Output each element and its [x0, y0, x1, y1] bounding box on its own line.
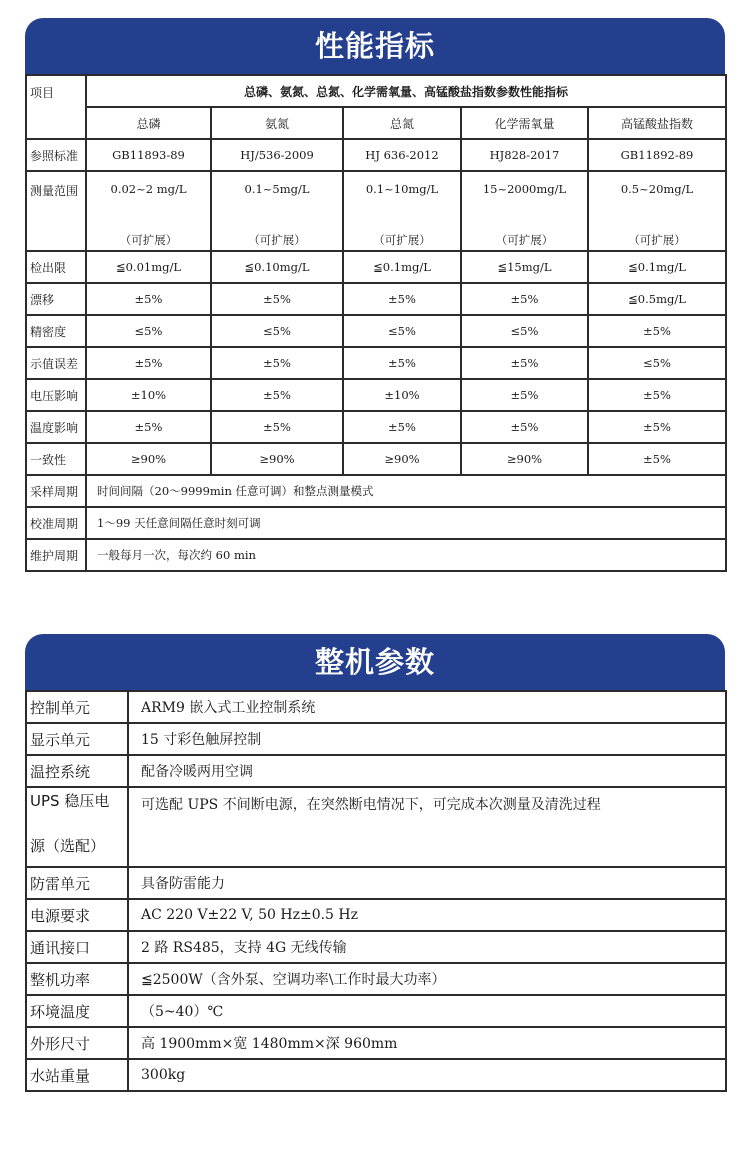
machine-title: 整机参数: [25, 634, 725, 690]
row-label: 环境温度: [26, 995, 128, 1027]
cell: ±5%: [461, 411, 588, 443]
cell: ±5%: [588, 315, 726, 347]
row-label: 漂移: [26, 283, 86, 315]
cell: ≥90%: [86, 443, 211, 475]
cell: 具备防雷能力: [128, 867, 726, 899]
performance-table: [25, 74, 727, 572]
cell: ≦15mg/L: [461, 251, 588, 283]
table-row: [26, 347, 726, 379]
table-row: [26, 1027, 726, 1059]
column-header: 高锰酸盐指数: [588, 107, 726, 139]
cell: 300kg: [128, 1059, 726, 1091]
row-label: 整机功率: [26, 963, 128, 995]
table-row: [26, 1059, 726, 1091]
ups-label: [26, 787, 128, 867]
table-header-title: 总磷、氨氮、总氮、化学需氧量、高锰酸盐指数参数性能指标: [86, 75, 726, 107]
range-row: [26, 171, 726, 251]
table-row: [26, 723, 726, 755]
expandable-note: （可扩展）: [373, 233, 431, 247]
cell: 一般每月一次，每次约 60 min: [86, 539, 726, 571]
cell: AC 220 V±22 V, 50 Hz±0.5 Hz: [128, 899, 726, 931]
cell: ±5%: [461, 379, 588, 411]
cell: ±5%: [211, 411, 343, 443]
table-row: [26, 443, 726, 475]
table-row: [26, 283, 726, 315]
cell: ARM9 嵌入式工业控制系统: [128, 691, 726, 723]
cell: ≦0.1mg/L: [588, 251, 726, 283]
table-row: [26, 755, 726, 787]
performance-title: 性能指标: [25, 18, 725, 74]
range-cell: [211, 171, 343, 251]
cell: ±5%: [461, 347, 588, 379]
column-header: 化学需氧量: [461, 107, 588, 139]
cell: ±5%: [343, 411, 461, 443]
range-value: 0.02~2 mg/L: [110, 182, 187, 196]
row-label: 一致性: [26, 443, 86, 475]
cell: ≦0.01mg/L: [86, 251, 211, 283]
cell: HJ 636-2012: [343, 139, 461, 171]
row-label: 精密度: [26, 315, 86, 347]
cell: ±10%: [343, 379, 461, 411]
table-row: [26, 139, 726, 171]
cell: ≥90%: [211, 443, 343, 475]
table-row: [26, 691, 726, 723]
cell: GB11893-89: [86, 139, 211, 171]
cell: ±5%: [588, 443, 726, 475]
cell: ±5%: [588, 411, 726, 443]
range-value: 0.1~5mg/L: [244, 182, 310, 196]
cell: ≥90%: [343, 443, 461, 475]
cell: ≦0.10mg/L: [211, 251, 343, 283]
column-header: 氨氮: [211, 107, 343, 139]
row-label: 温控系统: [26, 755, 128, 787]
cell: ≤5%: [86, 315, 211, 347]
column-header: 总磷: [86, 107, 211, 139]
cell: ≦0.1mg/L: [343, 251, 461, 283]
machine-table: [25, 690, 727, 1092]
column-header-row: [26, 107, 726, 139]
column-header: 总氮: [343, 107, 461, 139]
item-label: 项目: [26, 75, 86, 139]
ups-row: [26, 787, 726, 867]
expandable-note: （可扩展）: [495, 233, 554, 247]
cell: ±5%: [461, 283, 588, 315]
cell: 配备冷暖两用空调: [128, 755, 726, 787]
cell: ≦0.5mg/L: [588, 283, 726, 315]
table-row: [26, 411, 726, 443]
row-label: 通讯接口: [26, 931, 128, 963]
row-label: 显示单元: [26, 723, 128, 755]
row-label: 测量范围: [26, 171, 86, 251]
row-label: 控制单元: [26, 691, 128, 723]
cell: （5~40）℃: [128, 995, 726, 1027]
cell: ±5%: [343, 347, 461, 379]
expandable-note: （可扩展）: [628, 233, 686, 247]
cell: ≥90%: [461, 443, 588, 475]
cell: ±5%: [86, 411, 211, 443]
table-row: [26, 75, 726, 107]
row-label: 校准周期: [26, 507, 86, 539]
range-cell: [461, 171, 588, 251]
cell: ±5%: [86, 347, 211, 379]
range-value: 15~2000mg/L: [482, 182, 567, 196]
range-value: 0.5~20mg/L: [620, 182, 694, 196]
row-label: 防雷单元: [26, 867, 128, 899]
performance-section: [25, 18, 725, 572]
table-row: [26, 963, 726, 995]
cell: ≤5%: [588, 347, 726, 379]
cell: 高 1900mm×宽 1480mm×深 960mm: [128, 1027, 726, 1059]
cell: ±10%: [86, 379, 211, 411]
table-row: [26, 899, 726, 931]
table-row: [26, 315, 726, 347]
table-row: [26, 931, 726, 963]
row-label: 温度影响: [26, 411, 86, 443]
range-cell: [86, 171, 211, 251]
table-row: [26, 867, 726, 899]
table-row: [26, 539, 726, 571]
table-row: [26, 995, 726, 1027]
table-row: [26, 251, 726, 283]
cell: 时间间隔（20～9999min 任意可调）和整点测量模式: [86, 475, 726, 507]
cell: ±5%: [211, 379, 343, 411]
row-label: 示值误差: [26, 347, 86, 379]
cell: GB11892-89: [588, 139, 726, 171]
row-label: 外形尺寸: [26, 1027, 128, 1059]
table-row: [26, 507, 726, 539]
cell: HJ/536-2009: [211, 139, 343, 171]
cell: ≤5%: [343, 315, 461, 347]
cell: ≤5%: [211, 315, 343, 347]
cell: 1～99 天任意间隔任意时刻可调: [86, 507, 726, 539]
table-row: [26, 379, 726, 411]
range-value: 0.1~10mg/L: [365, 182, 439, 196]
row-label: 维护周期: [26, 539, 86, 571]
row-label: 电压影响: [26, 379, 86, 411]
table-row: [26, 475, 726, 507]
range-cell: [588, 171, 726, 251]
cell: 2 路 RS485，支持 4G 无线传输: [128, 931, 726, 963]
expandable-note: （可扩展）: [248, 233, 306, 247]
range-cell: [343, 171, 461, 251]
cell: ≦2500W（含外泵、空调功率\工作时最大功率）: [128, 963, 726, 995]
row-label: 采样周期: [26, 475, 86, 507]
cell: ±5%: [211, 347, 343, 379]
row-label: 参照标准: [26, 139, 86, 171]
cell: ±5%: [211, 283, 343, 315]
ups-label-line1: UPS 稳压电: [30, 792, 110, 810]
cell: ±5%: [86, 283, 211, 315]
ups-label-line2: 源（选配）: [30, 837, 106, 855]
row-label: 水站重量: [26, 1059, 128, 1091]
cell: ≤5%: [461, 315, 588, 347]
expandable-note: （可扩展）: [119, 233, 178, 247]
row-label: 电源要求: [26, 899, 128, 931]
cell: 15 寸彩色触屏控制: [128, 723, 726, 755]
cell: 可选配 UPS 不间断电源，在突然断电情况下，可完成本次测量及清洗过程: [128, 787, 726, 867]
cell: ±5%: [588, 379, 726, 411]
cell: HJ828-2017: [461, 139, 588, 171]
row-label: 检出限: [26, 251, 86, 283]
machine-section: [25, 634, 725, 1092]
cell: ±5%: [343, 283, 461, 315]
